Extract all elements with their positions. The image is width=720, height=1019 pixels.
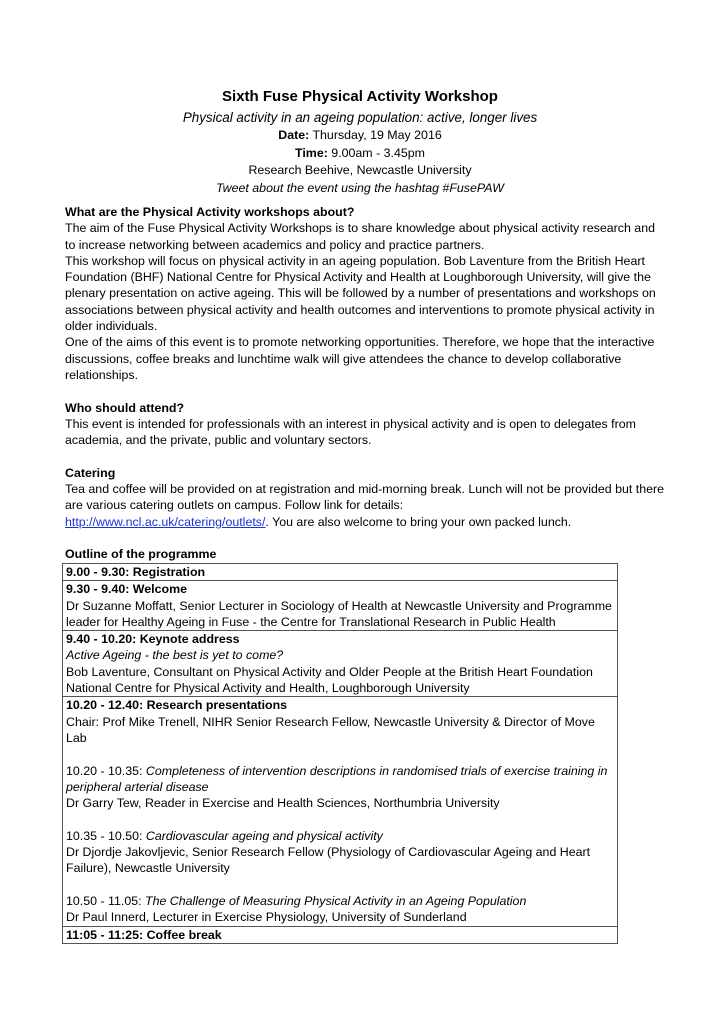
- time-value: 9.00am - 3.45pm: [331, 145, 425, 160]
- talk-3-speaker: Dr Paul Innerd, Lecturer in Exercise Physiology, University of Sunderland: [66, 910, 467, 925]
- date-value: Thursday, 19 May 2016: [312, 128, 442, 142]
- event-date: [0, 127, 720, 145]
- registration-cell: 9.00 - 9.30: Registration: [63, 564, 618, 581]
- table-row: [63, 697, 618, 926]
- talk-2-title: Cardiovascular ageing and physical activity: [145, 828, 383, 843]
- keynote-talk: Active Ageing - the best is yet to come?: [66, 648, 284, 663]
- talk-1-title: Completeness of intervention descriptions in randomised trials of exercise training in peripheral arterial disease: [66, 763, 608, 794]
- welcome-cell: [63, 581, 618, 631]
- date-label: Date:: [278, 128, 310, 142]
- programme-table: [62, 563, 618, 944]
- talk-3: [66, 893, 614, 909]
- talk-3-title: The Challenge of Measuring Physical Activity in an Ageing Population: [145, 893, 527, 908]
- research-chair: Chair: Prof Mike Trenell, NIHR Senior Research Fellow, Newcastle University & Director of Move Lab: [66, 714, 595, 745]
- about-heading: What are the Physical Activity workshops about?: [65, 205, 355, 219]
- page-title: Sixth Fuse Physical Activity Workshop: [222, 88, 498, 105]
- attend-paragraph: This event is intended for professionals with an interest in physical activity and is open to delegates from academia, and the private, public and voluntary sectors.: [65, 416, 636, 448]
- table-row: [63, 581, 618, 631]
- table-row: [63, 926, 618, 943]
- catering-link[interactable]: http://www.ncl.ac.uk/catering/outlets/: [65, 514, 266, 529]
- keynote-cell: [63, 631, 618, 697]
- talk-1: [66, 763, 614, 796]
- table-row: [63, 631, 618, 697]
- catering-paragraph: [65, 481, 665, 530]
- event-venue: Research Beehive, Newcastle University: [248, 163, 472, 177]
- time-label: Time:: [295, 145, 328, 160]
- talk-2-speaker: Dr Djordje Jakovljevic, Senior Research Fellow (Physiology of Cardiovascular Ageing and Heart Failure), Newcastle University: [66, 845, 591, 876]
- page-subtitle: Physical activity in an ageing population: active, longer lives: [182, 110, 538, 125]
- table-row: [63, 564, 618, 581]
- talk-2: [66, 828, 614, 844]
- catering-after-link: . You are also welcome to bring your own packed lunch.: [265, 514, 572, 529]
- keynote-title: 9.40 - 10.20: Keynote address: [66, 632, 240, 647]
- keynote-speaker: Bob Laventure, Consultant on Physical Activity and Older People at the British Heart Foundation National Centre for Physical Activity and Health, Loughborough University: [66, 664, 593, 696]
- talk-1-speaker: Dr Garry Tew, Reader in Exercise and Health Sciences, Northumbria University: [66, 796, 500, 811]
- event-time: [0, 145, 720, 163]
- about-paragraph-2: This workshop will focus on physical activity in an ageing population. Bob Laventure from the British Heart Foundation (BHF) National Centre for Physical Activity and Health at Loughborough University, will give the plenary presentation on active ageing. This will be followed by a number of presentations and workshops on associations between physical activity and health outcomes and interventions to promote physical activity in older individuals.: [65, 253, 656, 334]
- catering-heading: Catering: [65, 465, 116, 480]
- about-paragraph-3: One of the aims of this event is to promote networking opportunities. Therefore, we hope that the interactive discussions, coffee breaks and lunchtime walk will give attendees the chance to develop collaborative relationships.: [65, 335, 655, 382]
- talk-2-time: 10.35 - 10.50:: [66, 828, 146, 843]
- talk-3-time: 10.50 - 11.05:: [66, 893, 145, 908]
- coffee-cell: 11:05 - 11:25: Coffee break: [63, 926, 618, 943]
- programme-heading: Outline of the programme: [65, 547, 217, 562]
- document-header: [0, 86, 720, 197]
- welcome-title: 9.30 - 9.40: Welcome: [66, 582, 187, 597]
- about-paragraph-1: The aim of the Fuse Physical Activity Workshops is to share knowledge about physical activity research and to increase networking between academics and policy and practice partners.: [65, 221, 655, 252]
- document-body: [65, 204, 665, 563]
- talk-1-time: 10.20 - 10.35:: [66, 763, 146, 778]
- catering-text: Tea and coffee will be provided on at registration and mid-morning break. Lunch will not be provided but there are various catering outlets on campus. Follow link for details:: [65, 482, 665, 513]
- research-cell: [63, 697, 618, 926]
- welcome-text: Dr Suzanne Moffatt, Senior Lecturer in Sociology of Health at Newcastle University and Programme leader for Healthy Ageing in Fuse - the Centre for Translational Research in Public Health: [66, 598, 612, 629]
- research-title: 10.20 - 12.40: Research presentations: [66, 698, 288, 713]
- tweet-note: Tweet about the event using the hashtag #FusePAW: [216, 180, 504, 195]
- attend-heading: Who should attend?: [65, 400, 185, 415]
